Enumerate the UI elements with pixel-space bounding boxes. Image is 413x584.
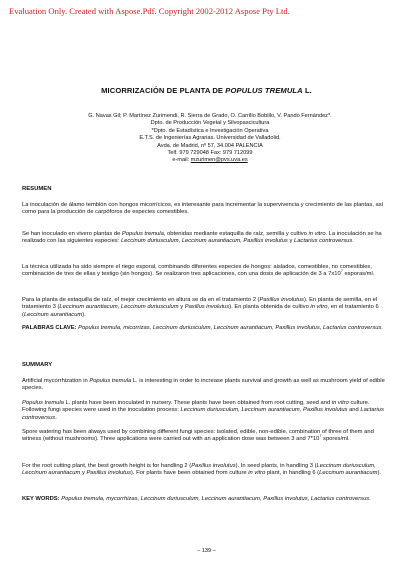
email-label: e-mail: [172, 157, 191, 164]
author-block [40, 113, 380, 165]
summary-paragraph-3: Spore watering has been always used by combining different fungi species: isolated, edible, non-edible, combination of three of them and witness (without mushrooms). Three applications were carried out with an application dose was between 3 and $7*10^7$ spores/ml. [22, 429, 374, 443]
resumen-heading: RESUMEN [22, 186, 52, 192]
palabras-clave [22, 325, 392, 332]
summary-paragraph-2: Populus tremula L. plants have been inoculated in nursery. These plants have been obtained from root cutting, seed and in vitro culture. Following fungi species were used in the inoculation process: Leccinum duriusculum, Leccinum aurantiacum, Paxillus involutus and Lactarius controversus. [22, 400, 384, 421]
resumen-paragraph-2: Se han inoculado en vivero plantas de Populus tremula, obtenidas mediante estaquilla de raíz, semilla y cultivo in vitro. La inoculación se ha realizado con las siguientes especies: Leccinum duriusculum, Leccinum aurantiacum, Paxillus involutus y Lactarius controversus. [22, 231, 382, 245]
palabras-clave-label: PALABRAS CLAVE: [22, 325, 77, 331]
palabras-clave-text: Populus tremula, micorrizas, Leccinum duriusculum, Leccinum aurantiacum, Paxillus involutus, Lactarius controversus. [76, 325, 383, 331]
watermark: Evaluation Only. Created with Aspose.Pdf. Copyright 2002-2012 Aspose Pty Ltd. [9, 6, 290, 16]
author-email-line [40, 157, 380, 164]
author-address: Avda. de Madrid, nº 57, 34.004 PALENCIA [157, 142, 263, 149]
title-species: POPULUS TREMULA [225, 86, 303, 95]
author-department-2: *Dpto. de Estadística e Investigación Operativa [151, 127, 269, 134]
resumen-paragraph-3: La técnica utilizada ha sido siempre el riego esporal, combinando diferentes especies de hongos: aislados, comestibles, no comestibles, combinación de tres de ellas y testigo (sin hongos). Se realizaron tres aplicaciones, con una dosis de aplicación de 3 a $7x10^7$ esporas/ml. [22, 264, 375, 278]
author-department: Dpto. de Producción Vegetal y Silvopascicultura [150, 120, 270, 127]
page-number: – 139 – [197, 548, 216, 554]
summary-paragraph-1: Artificial mycorrhization in Populus tremula L. is interesting in order to increase plants survival and growth as well as mushroom yield of edible species. [22, 378, 385, 392]
resumen-paragraph-4: Para la planta de estaquilla de raíz, el mejor crecimiento en altura se da en el tratamiento 2 (Paxillus involutus). En planta de semilla, en el tratamiento 3 (Leccinum aurantiacum, Leccinum duriusculum y Paxillus involutus). En planta obtenida de cultivo in vitro, en el tratamiento 6 (Leccinum aurantiacum). [22, 297, 379, 318]
key-words-label: KEY WORDS: [22, 496, 60, 502]
key-words-text: Populus tremula, mycorrhizas, Leccinum duriusculum, Leccinum aurantiacum, Paxillus involutus, Lactarius controversus. [59, 496, 371, 502]
summary-heading: SUMMARY [22, 362, 53, 368]
author-phone: Telf. 979 729048 Fax: 979 712099 [167, 150, 253, 157]
email-link[interactable]: mzurimen@pvs.uva.es [190, 157, 248, 164]
resumen-paragraph-1: La inoculación de álamo temblón con hongos micorrícicos, es interesante para incrementar la supervivencia y crecimiento de las plantas, así como para la producción de carpóforos de especies comestibles. [22, 202, 384, 216]
paper-title [0, 86, 413, 95]
title-suffix: L. [302, 86, 312, 95]
title-prefix: MICORRIZACIÓN DE PLANTA DE [101, 86, 226, 95]
author-names: G. Navas Gil; P. Martínez Zurimendi, R. Sierra de Grado, O. Carrillo Bobillo, V. Pando Fernández*. [88, 113, 332, 119]
author-school: E.T.S. de Ingenierías Agrarias. Universidad de Valladolid. [139, 135, 281, 142]
key-words [22, 496, 392, 503]
summary-paragraph-4: For the root cutting plant, the best growth height is for handling 2 (Paxillus involutus). In seed plants, in handling 3 (Leccinum duriusculum, Leccinum aurantiacum y Paxillus involutus). For plants have been obtained from culture in vitro plant, in handling 6 (Leccinum aurantiacum). [22, 463, 381, 477]
